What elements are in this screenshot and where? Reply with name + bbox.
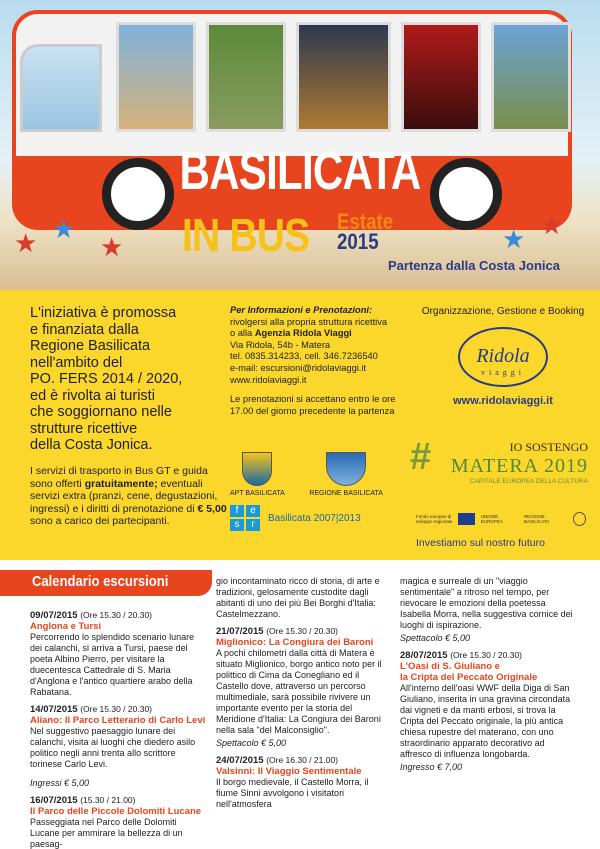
event-date: 09/07/2015 (Ore 15.30 / 20.30) (30, 610, 153, 621)
event-price: Spettacolo € 5,00 (400, 633, 471, 643)
starfish-icon: ★ (100, 232, 124, 262)
photo-spettacolo (401, 22, 481, 132)
subtitle-in-bus: IN BUS (182, 209, 310, 261)
eu-logos: Fondo europeo di sviluppo regionale UNIONE EUROPEA REGIONE BASILICATA (416, 509, 586, 529)
event-description-cont: gio incontaminato ricco di storia, di arte e tradizioni, gelosamente custodite dagli abitanti di uno dei più Bei Borghi d'Italia: Castelmezzano. (216, 576, 380, 619)
event-price: Ingresso € 7,00 (400, 762, 463, 772)
calendar-column-2 (216, 576, 392, 810)
bus-windshield (20, 44, 102, 132)
starfish-icon: ★ (14, 228, 38, 258)
event-date: 21/07/2015 (Ore 15.30 / 20.30) (216, 626, 339, 637)
investiamo-slogan: Investiamo sul nostro futuro (416, 537, 545, 549)
fesr-logo: f e s r Basilicata 2007|2013 (230, 505, 410, 531)
ridola-website-link[interactable]: www.ridolaviaggi.it (453, 395, 553, 407)
event-title: Aliano: Il Parco Letterario di Carlo Levi (30, 715, 206, 726)
bus-wheel-right (430, 158, 502, 230)
event-price: Spettacolo € 5,00 (216, 738, 287, 748)
regione-logo: REGIONE BASILICATA (309, 452, 383, 497)
event-title: L'Oasi di S. Giuliano e (400, 661, 500, 672)
website-link[interactable]: www.ridolaviaggi.it (230, 374, 307, 385)
starfish-icon: ★ (52, 214, 76, 244)
event-description-cont: magica e surreale di un "viaggio sentimentale" a ritroso nel tempo, per rievocare le emozioni della poetessa Isabella Morra, nella suggestiva cornice dei luoghi di ispirazione. (400, 576, 573, 630)
partenza-label: Partenza dalla Costa Jonica (388, 258, 560, 273)
sponsor-logos (230, 452, 410, 531)
event-date: 14/07/2015 (Ore 15.30 / 20.30) (30, 704, 153, 715)
calendar-column-3 (400, 576, 576, 779)
matera-logo-icon: # (410, 436, 432, 478)
bus-wheel-left (102, 158, 174, 230)
photo-metaponto (116, 22, 196, 132)
estate-label: Estate 2015 (337, 209, 394, 254)
bus-roof (12, 10, 572, 160)
event-description: All'interno dell'oasi WWF della Diga di San Giuliano, inserita in una gravina circondata dai vigneti e da manti erbosi, si trova la Cripta del Peccato originale, la più antica chiesa rupestre del materano, con uno straordinario apparato decorativo ad affresco di influenza longobarda. (400, 683, 571, 759)
photo-grumentum (206, 22, 286, 132)
event-description: Percorrendo lo splendido scenario lunare dei calanchi, si arriva a Tursi, paese del poeta Albino Pierro, per visitare la duecentesca Cattedrale di S. Maria d'Anglona e l'antico quartiere arabo della Rabatana. (30, 632, 195, 697)
event-title: la Cripta del Peccato Originale (400, 672, 538, 683)
event-date: 24/07/2015 (Ore 16.30 / 21.00) (216, 755, 339, 766)
event-title: Miglionico: La Congiura dei Baroni (216, 637, 374, 648)
repubblica-emblem-icon (573, 512, 586, 526)
calendar-column-1 (30, 610, 206, 849)
photo-castello (491, 22, 571, 132)
email-link[interactable]: e-mail: escursioni@ridolaviaggi.it (230, 362, 367, 373)
event-date: 16/07/2015 (15.30 / 21.00) (30, 795, 136, 806)
matera-2019-logo: IO SOSTENGO MATERA 2019 CAPITALE EUROPEA DELLA CULTURA (450, 440, 588, 485)
event-title: Valsinni: Il Viaggio Sentimentale (216, 766, 362, 777)
calendar-title: Calendario escursioni (32, 574, 169, 590)
event-description: Il borgo medievale, il Castello Morra, il fiume Sinni avvolgono i visitatori nell'atmosfera (216, 777, 369, 809)
event-description: Nel suggestivo paesaggio lunare dei calanchi, visita ai luoghi che diedero asilo politico negli anni trenta allo scrittore torinese Carlo Levi. (30, 726, 196, 769)
event-description: Passeggiata nel Parco delle Dolomiti Lucane per ammirare la bellezza di un paesag- (30, 817, 183, 849)
servizi-text: I servizi di trasporto in Bus GT e guida sono offerti gratuitamente; eventuali servizi extra (pranzi, cene, degustazioni, ingressi) e i diritti di prenotazione di € 5,00 sono a carico dei partecipanti. (30, 465, 227, 527)
starfish-icon: ★ (540, 210, 564, 240)
photo-matera (296, 22, 391, 132)
event-date: 28/07/2015 (Ore 15.30 / 20.30) (400, 650, 523, 661)
ridola-logo: Ridola viaggi (458, 327, 548, 387)
event-price: Ingressi € 5,00 (30, 778, 90, 788)
intro-text: L'iniziativa è promossa e finanziata dalla Regione Basilicata nell'ambito del PO. FERS 2014 / 2020, ed è rivolta ai turisti che soggiornano nelle strutture ricettive della Costa Jonica. (30, 305, 183, 453)
main-title: BASILICATA (179, 141, 421, 201)
organizer-block: Organizzazione, Gestione e Booking Ridola viaggi www.ridolaviaggi.it (418, 306, 588, 407)
event-description: A pochi chilometri dalla città di Matera è situato Miglionico, borgo antico noto per il polittico di Cima da Conegliano ed il Castello dove, attraverso un percorso multimediale, sarà possibile rivivere un importante evento per la storia del Meridione d'Italia: La Congiura dei Baroni nella sala "del Malconsiglio". (216, 648, 382, 735)
apt-logo: APT BASILICATA (230, 452, 285, 497)
eu-flag-icon (458, 513, 474, 525)
event-title: Il Parco delle Piccole Dolomiti Lucane (30, 806, 202, 817)
event-title: Anglona e Tursi (30, 621, 102, 632)
contact-info: Per Informazioni e Prenotazioni: rivolgersi alla propria struttura ricettiva o alla Agenzia Ridola Viaggi Via Ridola, 54b - Matera tel. 0835.314233, cell. 346.7236540 e-mail: escursioni@ridolaviaggi.it www.ridolaviaggi.it Le prenotazioni si accettano entro le ore 17.00 del giorno precedente la partenza (230, 305, 420, 417)
starfish-icon: ★ (502, 224, 526, 254)
